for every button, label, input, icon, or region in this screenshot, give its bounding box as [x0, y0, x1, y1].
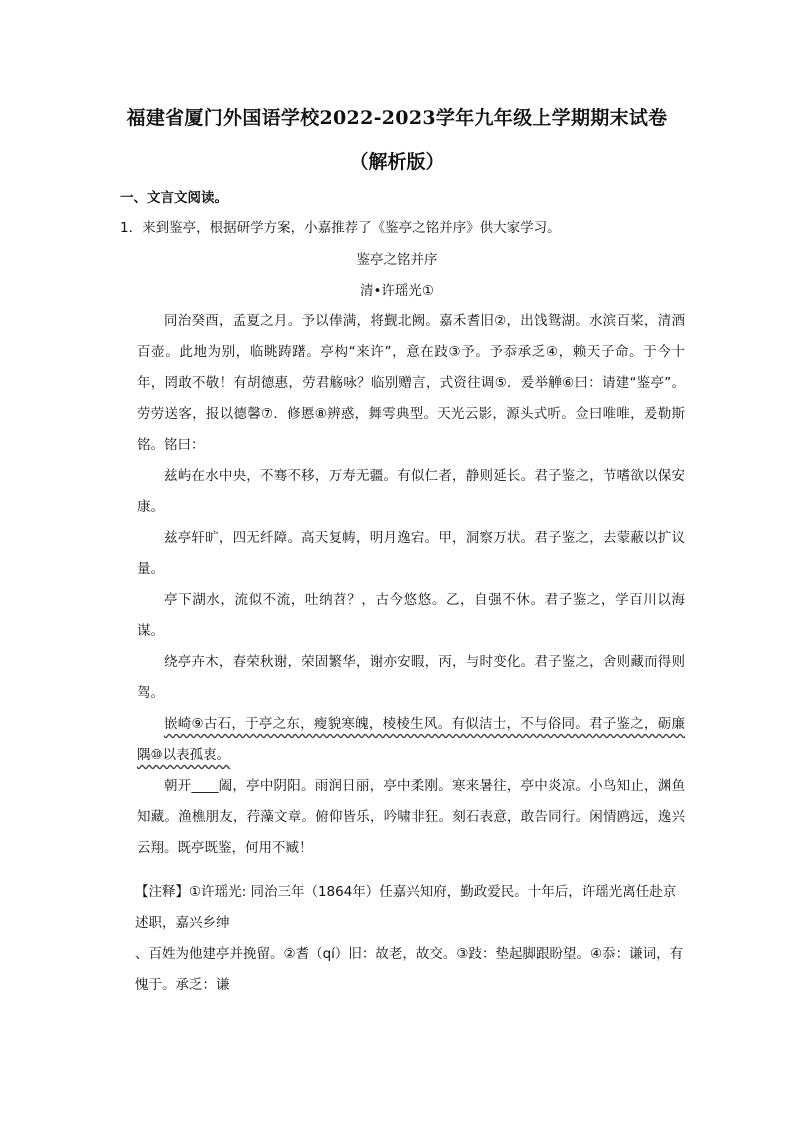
- annotation-line-1: 【注释】①许瑶光: 同治三年（1864年）任嘉兴知府，勤政爱民。十年后，许瑶光离任赴京述职，嘉兴乡绅: [135, 884, 677, 931]
- passage-stanza-3: 亭下湖水，流似不流，吐纳苕？，古今悠悠。乙，自强不休。君子鉴之，学百川以海谋。: [137, 592, 685, 639]
- passage-title: 鉴亭之铭并序: [356, 252, 438, 268]
- section-heading: 一、文言文阅读。: [120, 190, 228, 206]
- passage-stanza-1: 兹屿在水中央，不骞不移，万寿无疆。有似仁者，静则延长。君子鉴之，节嗜欲以保安康。: [137, 468, 685, 515]
- document-title: 福建省厦门外国语学校2022-2023学年九年级上学期期末试卷: [126, 107, 668, 129]
- passage-stanza-5: 嵌崎⑨古石，于亭之东，瘦貌寒魄，棱棱生风。有似洁士，不与俗同。君子鉴之，砺廉隅⑩以表孤衷。: [137, 716, 685, 763]
- passage-closing: 朝开____阖，亭中阴阳。雨润日丽，亭中柔刚。寒来暑往，亭中炎凉。小鸟知止，渊鱼知藏。渔樵朋友，荇藻文章。俯仰皆乐，吟啸非狂。刻石表意，敢告同行。闲情鸥远，逸兴云翔。既亭既鉴，何用不臧！: [137, 778, 685, 856]
- document-subtitle: （解析版）: [349, 151, 445, 173]
- annotations: [135, 877, 687, 1001]
- passage-author: 清•许瑶光①: [359, 283, 435, 299]
- question-intro: 1．来到鉴亭，根据研学方案，小嘉推荐了《鉴亭之铭并序》供大家学习。: [120, 220, 561, 236]
- annotation-line-2: 、百姓为他建亭并挽留。②耆（qí）旧：故老，故交。③跂：垫起脚跟盼望。④忝：谦词，有愧于。承乏：谦: [135, 946, 684, 993]
- passage-stanza-2: 兹亭轩旷，四无纤障。高天复帱，明月逸宕。甲，洞察万状。君子鉴之，去蒙蔽以扩议量。: [137, 530, 685, 577]
- passage-stanza-4: 绕亭卉木，春荣秋谢，荣固繁华，谢亦安暇，丙，与时变化。君子鉴之，舍则藏而得则驾。: [137, 654, 685, 701]
- passage-preface: 同治癸酉，孟夏之月。予以俸满，将觐北阙。嘉禾耆旧②，出饯鸳湖。水滨百桨，清酒百壶。此地为别，临眺踌躇。亭构“来许”，意在跂③予。予忝承乏④，赖天子命。于今十年，罔敢不敬！有胡德惠，劳君觞咏？临别赠言，式资往调⑤．爰举觯⑥曰：请建“鉴亭”。劳劳送客，报以德馨⑦．修慝⑧辨惑，舞雩典型。天光云影，源头式听。佥曰唯唯，爰勒斯铭。铭曰：: [137, 313, 685, 453]
- passage-body: [137, 306, 685, 864]
